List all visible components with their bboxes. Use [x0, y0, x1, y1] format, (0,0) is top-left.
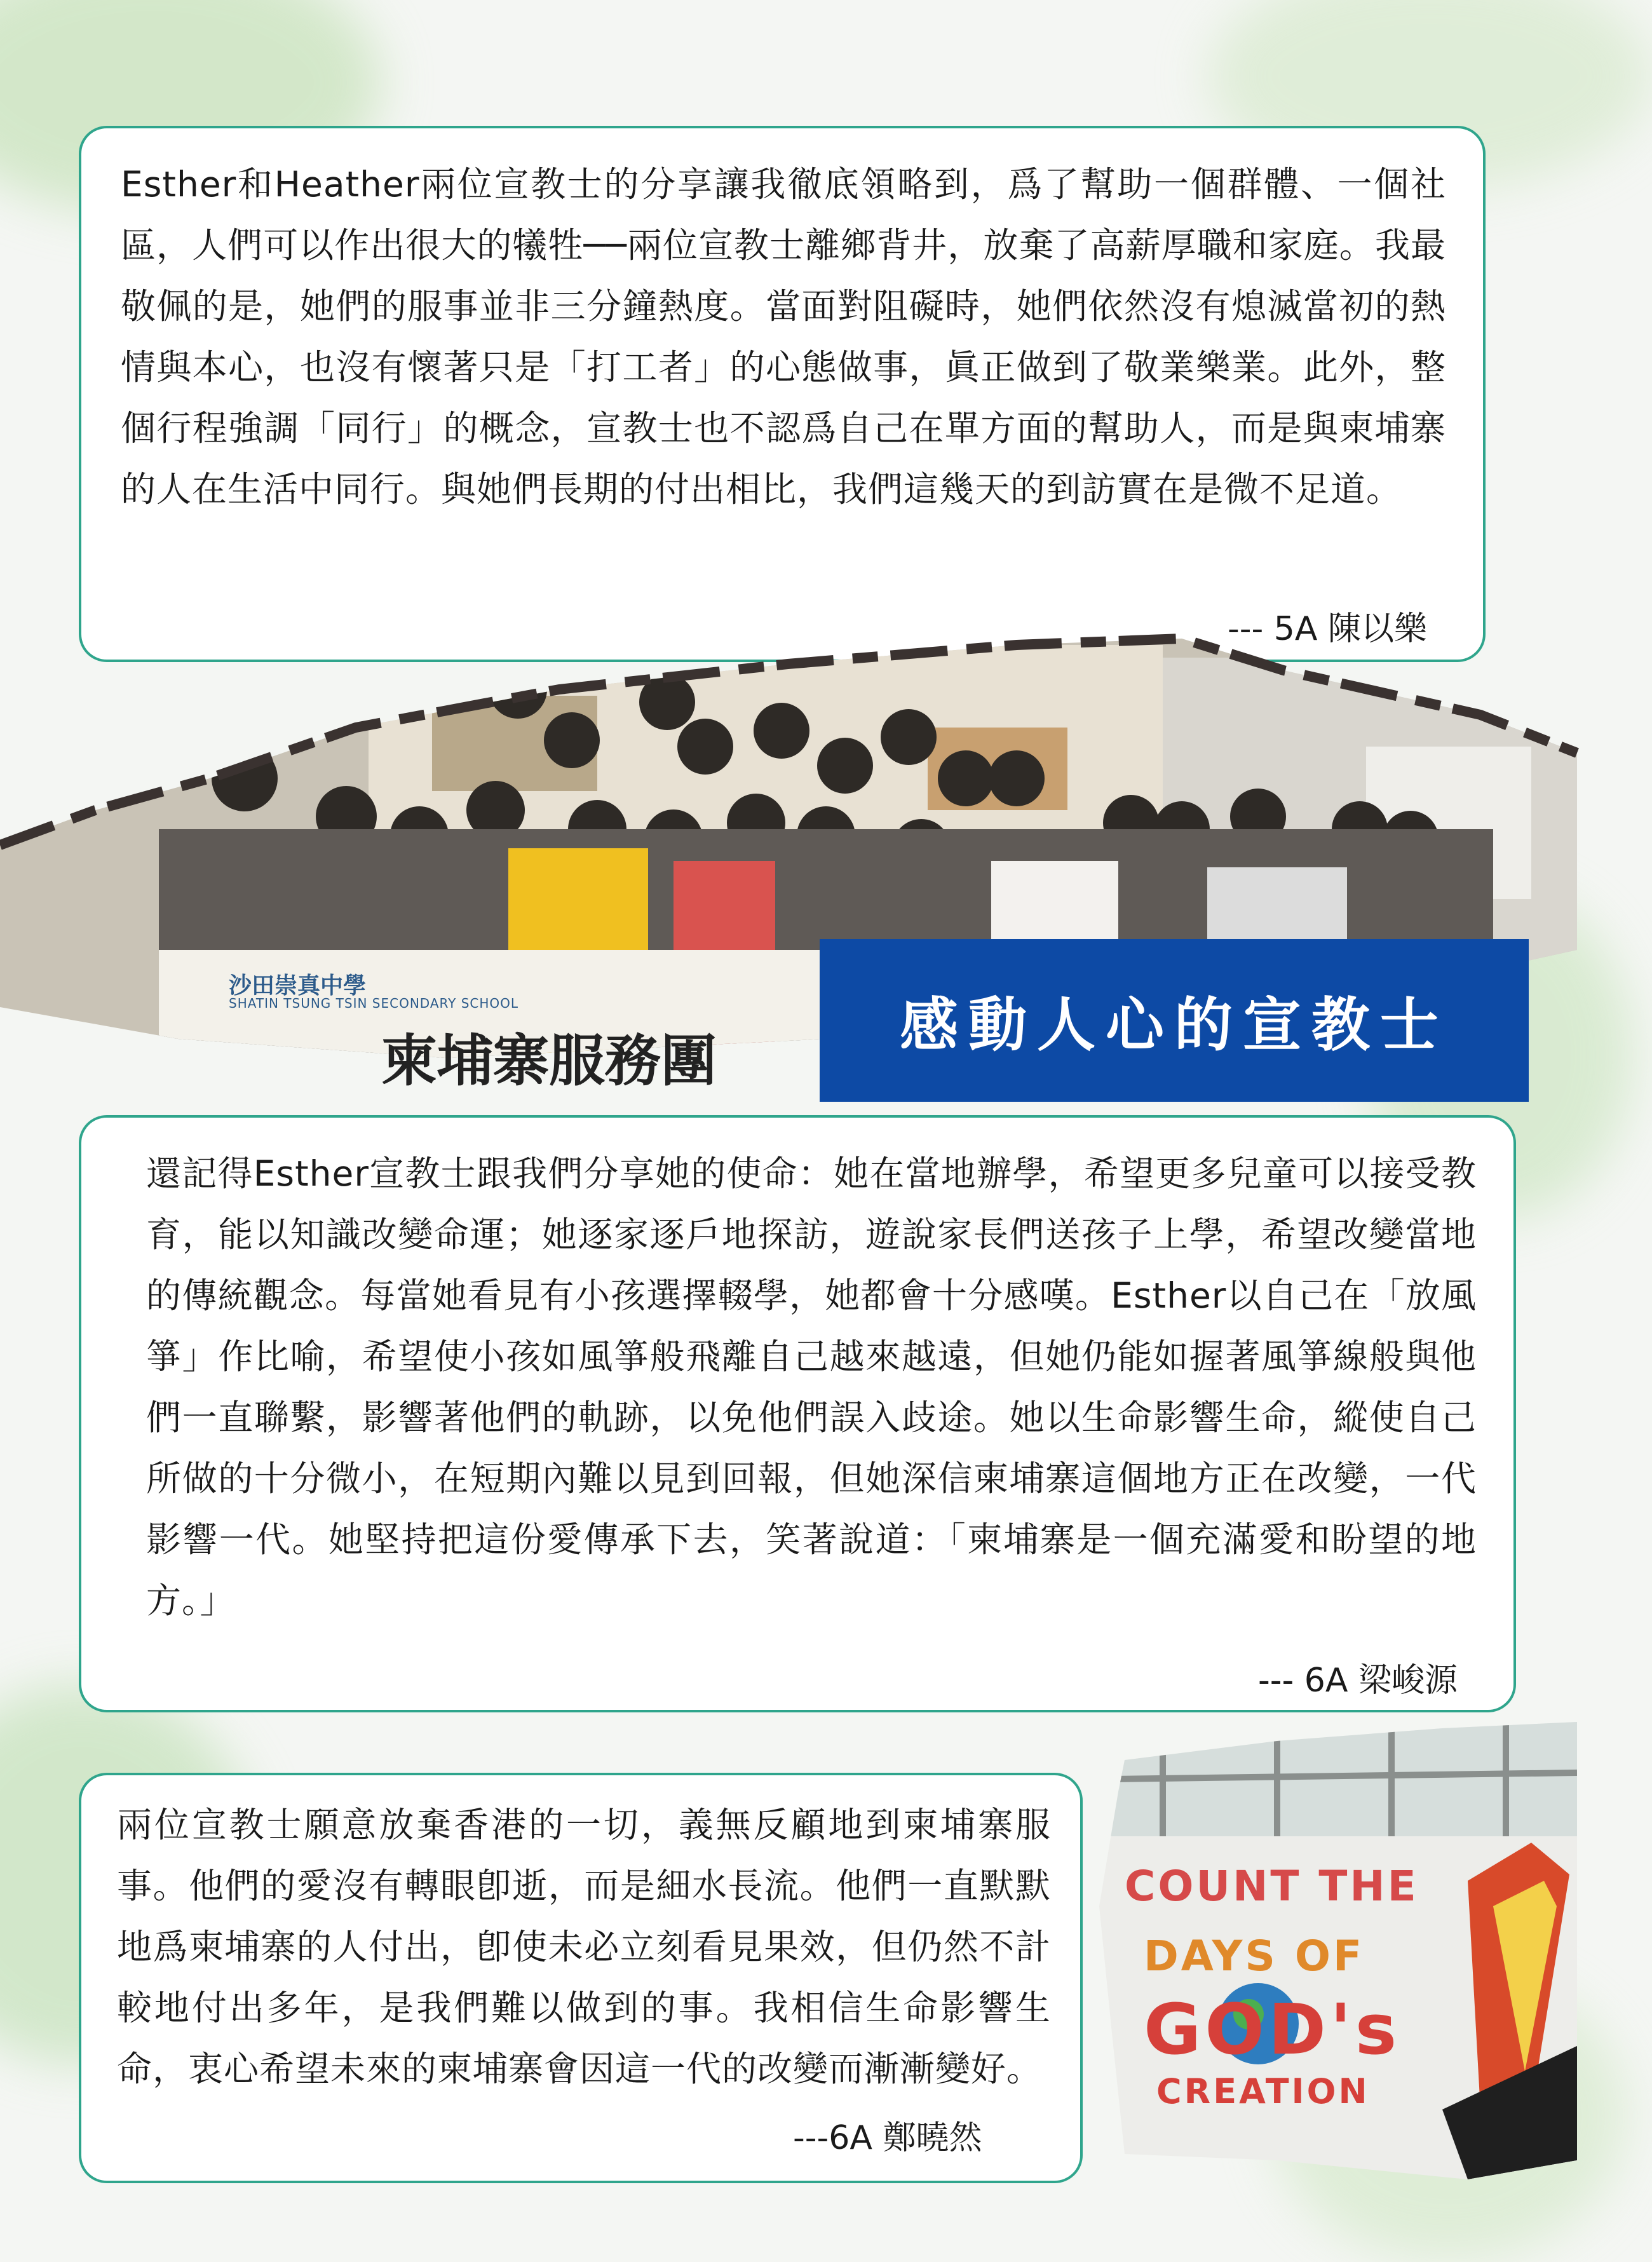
mural-line-4: CREATION — [1156, 2071, 1370, 2111]
reflection-text-2: 還記得Esther宣教士跟我們分享她的使命：她在當地辦學，希望更多兒童可以接受教育，能以知識改變命運；她逐家逐戶地探訪，遊說家長們送孩子上學，希望改變當地的傳統觀念。每當她看見有小孩選擇輟學，她都會十分感嘆。Esther以自己在「放風箏」作比喻，希望使小孩如風箏般飛離自己越來越遠，但她仍能如握著風箏線般與他們一直聯繫，影響著他們的軌跡，以免他們誤入歧途。她以生命影響生命，縱使自己所做的十分微小，在短期內難以見到回報，但她深信柬埔寨這個地方正在改變，一代影響一代。她堅持把這份愛傳承下去，笑著說道：「柬埔寨是一個充滿愛和盼望的地方。」 — [146, 1153, 1477, 1621]
reflection-text-1: Esther和Heather兩位宣教士的分享讓我徹底領略到，爲了幫助一個群體、一個社區，人們可以作出很大的犧牲──兩位宣教士離鄉背井，放棄了高薪厚職和家庭。我最敬佩的是，她們的服事並非三分鐘熱度。當面對阻礙時，她們依然沒有熄滅當初的熱情與本心，也沒有懷著只是「打工者」的心態做事，眞正做到了敬業樂業。此外，整個行程強調「同行」的概念，宣教士也不認爲自己在單方面的幫助人，而是與柬埔寨的人在生活中同行。與她們長期的付出相比，我們這幾天的到訪實在是微不足道。 — [121, 164, 1446, 510]
reflection-card-3 — [79, 1773, 1083, 2183]
signature-3: ---6A 鄭曉然 — [793, 2119, 982, 2157]
school-name-en: SHATIN TSUNG TSIN SECONDARY SCHOOL — [229, 996, 519, 1011]
reflection-card-2 — [79, 1115, 1516, 1712]
school-name-zh: 沙田崇真中學 — [229, 973, 367, 999]
mural-photo — [1087, 1716, 1577, 2186]
banner-text: 柬埔寨服務團 — [381, 1028, 717, 1094]
mural-line-2: DAYS OF — [1144, 1932, 1365, 1981]
section-title: 感動人心的宣教士 — [820, 939, 1529, 1102]
reflection-card-1 — [79, 126, 1486, 662]
signature-2: --- 6A 梁峻源 — [1257, 1662, 1458, 1700]
signature-1: --- 5A 陳以樂 — [1227, 610, 1427, 648]
mural-line-3: GOD's — [1144, 1989, 1401, 2070]
mural-line-1: COUNT THE — [1125, 1862, 1419, 1911]
reflection-text-3: 兩位宣教士願意放棄香港的一切，義無反顧地到柬埔寨服事。他們的愛沒有轉眼卽逝，而是細水長流。他們一直默默地爲柬埔寨的人付出，卽使未必立刻看見果效，但仍然不計較地付出多年，是我們難以做到的事。我相信生命影響生命，衷心希望未來的柬埔寨會因這一代的改變而漸漸變好。 — [117, 1805, 1051, 2089]
